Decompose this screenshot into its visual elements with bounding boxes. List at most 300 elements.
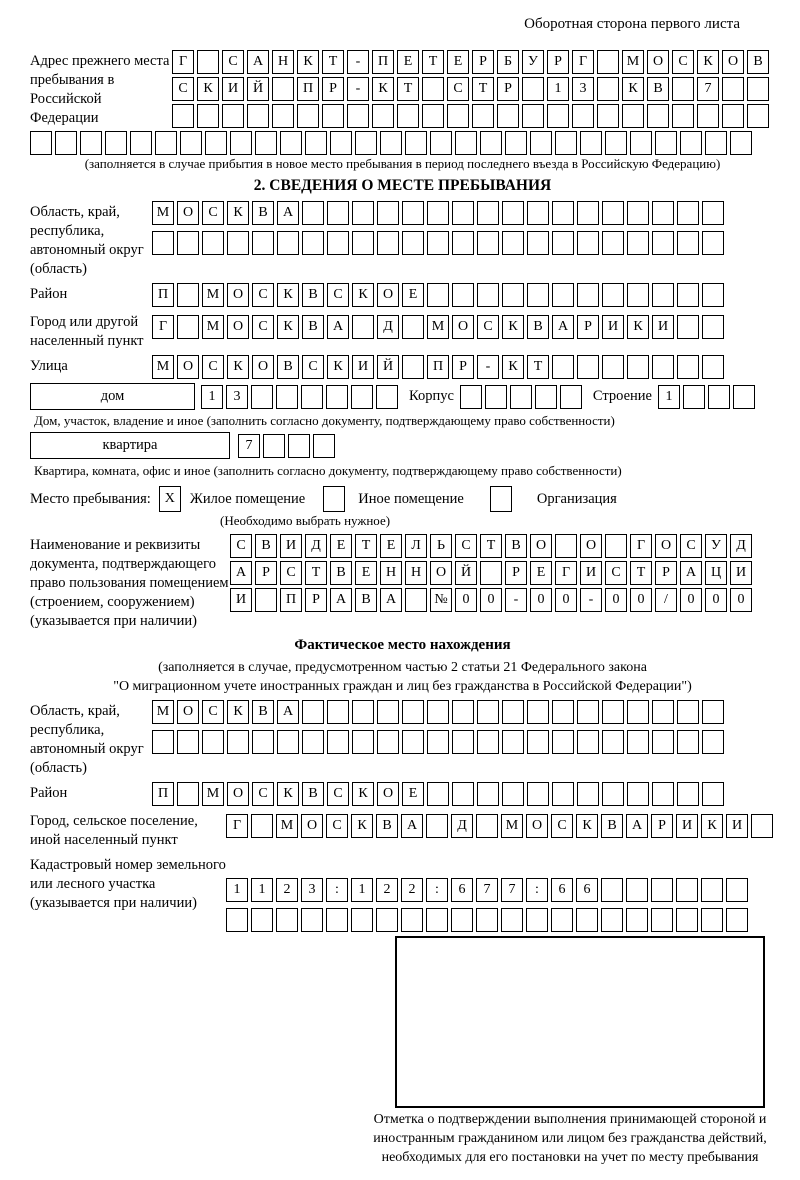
char-box[interactable] — [351, 908, 373, 932]
char-box[interactable]: 1 — [547, 77, 569, 101]
char-box[interactable] — [552, 231, 574, 255]
char-box[interactable] — [477, 730, 499, 754]
char-box[interactable] — [272, 104, 294, 128]
char-box[interactable] — [452, 283, 474, 307]
char-box[interactable]: Ь — [430, 534, 452, 558]
char-box[interactable] — [555, 131, 577, 155]
char-box[interactable]: С — [252, 782, 274, 806]
char-box[interactable] — [722, 77, 744, 101]
char-box[interactable]: 6 — [551, 878, 573, 902]
char-box[interactable]: Е — [402, 782, 424, 806]
char-box[interactable] — [677, 700, 699, 724]
char-box[interactable] — [402, 355, 424, 379]
char-box[interactable] — [255, 131, 277, 155]
char-box[interactable] — [726, 908, 748, 932]
char-box[interactable] — [277, 231, 299, 255]
char-box[interactable] — [301, 908, 323, 932]
char-box[interactable]: Д — [305, 534, 327, 558]
char-box[interactable] — [577, 355, 599, 379]
char-box[interactable] — [326, 908, 348, 932]
char-box[interactable] — [302, 730, 324, 754]
char-box[interactable]: Й — [377, 355, 399, 379]
char-box[interactable] — [577, 782, 599, 806]
char-box[interactable] — [477, 231, 499, 255]
char-box[interactable] — [205, 131, 227, 155]
char-box[interactable] — [352, 315, 374, 339]
char-box[interactable] — [552, 355, 574, 379]
char-box[interactable]: К — [277, 782, 299, 806]
char-box[interactable] — [202, 231, 224, 255]
char-box[interactable] — [427, 231, 449, 255]
char-box[interactable] — [402, 700, 424, 724]
char-box[interactable]: 0 — [680, 588, 702, 612]
char-box[interactable] — [677, 315, 699, 339]
char-box[interactable] — [527, 283, 549, 307]
char-box[interactable] — [197, 104, 219, 128]
char-box[interactable]: - — [347, 50, 369, 74]
char-box[interactable]: И — [230, 588, 252, 612]
char-box[interactable] — [677, 355, 699, 379]
char-box[interactable]: Б — [497, 50, 519, 74]
char-box[interactable] — [652, 231, 674, 255]
house-type-box[interactable]: дом — [30, 383, 195, 410]
char-box[interactable]: Т — [355, 534, 377, 558]
char-box[interactable]: М — [276, 814, 298, 838]
char-box[interactable]: 2 — [376, 878, 398, 902]
char-box[interactable]: Р — [651, 814, 673, 838]
char-box[interactable] — [427, 700, 449, 724]
char-box[interactable]: Р — [505, 561, 527, 585]
char-box[interactable] — [627, 730, 649, 754]
char-box[interactable]: К — [352, 782, 374, 806]
char-box[interactable] — [452, 201, 474, 225]
char-box[interactable]: С — [605, 561, 627, 585]
char-box[interactable]: Г — [226, 814, 248, 838]
char-box[interactable]: П — [427, 355, 449, 379]
char-box[interactable]: О — [430, 561, 452, 585]
char-box[interactable]: Т — [630, 561, 652, 585]
char-box[interactable] — [751, 814, 773, 838]
char-box[interactable] — [177, 730, 199, 754]
char-box[interactable]: В — [527, 315, 549, 339]
char-box[interactable]: Р — [305, 588, 327, 612]
char-box[interactable] — [252, 231, 274, 255]
char-box[interactable] — [276, 385, 298, 409]
char-box[interactable]: И — [222, 77, 244, 101]
char-box[interactable] — [652, 201, 674, 225]
char-box[interactable]: : — [426, 878, 448, 902]
char-box[interactable] — [152, 231, 174, 255]
char-box[interactable] — [701, 908, 723, 932]
char-box[interactable] — [527, 782, 549, 806]
char-box[interactable] — [622, 104, 644, 128]
char-box[interactable]: С — [477, 315, 499, 339]
char-box[interactable]: № — [430, 588, 452, 612]
char-box[interactable] — [652, 782, 674, 806]
char-box[interactable] — [252, 730, 274, 754]
char-box[interactable] — [355, 131, 377, 155]
char-box[interactable] — [630, 131, 652, 155]
char-box[interactable] — [652, 355, 674, 379]
char-box[interactable]: А — [327, 315, 349, 339]
char-box[interactable] — [177, 283, 199, 307]
char-box[interactable] — [177, 315, 199, 339]
char-box[interactable]: С — [302, 355, 324, 379]
char-box[interactable]: 0 — [555, 588, 577, 612]
char-box[interactable] — [405, 588, 427, 612]
char-box[interactable] — [227, 730, 249, 754]
char-box[interactable] — [402, 231, 424, 255]
char-box[interactable]: 1 — [351, 878, 373, 902]
char-box[interactable] — [305, 131, 327, 155]
char-box[interactable] — [227, 231, 249, 255]
char-box[interactable]: Р — [497, 77, 519, 101]
char-box[interactable] — [502, 283, 524, 307]
char-box[interactable] — [676, 878, 698, 902]
char-box[interactable]: Г — [630, 534, 652, 558]
char-box[interactable]: В — [330, 561, 352, 585]
char-box[interactable] — [380, 131, 402, 155]
char-box[interactable] — [677, 782, 699, 806]
char-box[interactable] — [402, 201, 424, 225]
char-box[interactable]: П — [152, 283, 174, 307]
char-box[interactable] — [502, 730, 524, 754]
char-box[interactable]: С — [202, 700, 224, 724]
char-box[interactable]: С — [222, 50, 244, 74]
char-box[interactable] — [372, 104, 394, 128]
char-box[interactable] — [626, 878, 648, 902]
char-box[interactable] — [708, 385, 730, 409]
char-box[interactable] — [552, 730, 574, 754]
char-box[interactable]: Р — [547, 50, 569, 74]
char-box[interactable] — [672, 77, 694, 101]
char-box[interactable]: М — [152, 201, 174, 225]
char-box[interactable] — [602, 782, 624, 806]
char-box[interactable]: В — [255, 534, 277, 558]
char-box[interactable] — [552, 283, 574, 307]
char-box[interactable]: 0 — [480, 588, 502, 612]
char-box[interactable]: В — [505, 534, 527, 558]
char-box[interactable] — [602, 201, 624, 225]
char-box[interactable]: В — [252, 700, 274, 724]
char-box[interactable] — [427, 730, 449, 754]
char-box[interactable]: С — [327, 283, 349, 307]
char-box[interactable] — [172, 104, 194, 128]
char-box[interactable] — [422, 104, 444, 128]
char-box[interactable] — [576, 908, 598, 932]
char-box[interactable]: - — [505, 588, 527, 612]
char-box[interactable]: 0 — [630, 588, 652, 612]
char-box[interactable]: 3 — [226, 385, 248, 409]
char-box[interactable] — [733, 385, 755, 409]
char-box[interactable] — [397, 104, 419, 128]
char-box[interactable] — [451, 908, 473, 932]
char-box[interactable]: О — [722, 50, 744, 74]
char-box[interactable] — [502, 782, 524, 806]
char-box[interactable] — [460, 385, 482, 409]
char-box[interactable]: О — [177, 201, 199, 225]
char-box[interactable] — [705, 131, 727, 155]
char-box[interactable]: У — [522, 50, 544, 74]
char-box[interactable] — [572, 104, 594, 128]
char-box[interactable] — [602, 700, 624, 724]
char-box[interactable]: 6 — [451, 878, 473, 902]
char-box[interactable]: И — [726, 814, 748, 838]
char-box[interactable]: А — [552, 315, 574, 339]
char-box[interactable]: А — [277, 201, 299, 225]
char-box[interactable] — [535, 385, 557, 409]
char-box[interactable] — [677, 201, 699, 225]
char-box[interactable]: К — [197, 77, 219, 101]
char-box[interactable] — [130, 131, 152, 155]
char-box[interactable] — [526, 908, 548, 932]
char-box[interactable] — [530, 131, 552, 155]
char-box[interactable] — [401, 908, 423, 932]
char-box[interactable] — [597, 104, 619, 128]
char-box[interactable]: - — [477, 355, 499, 379]
char-box[interactable]: К — [227, 355, 249, 379]
char-box[interactable] — [197, 50, 219, 74]
char-box[interactable] — [677, 231, 699, 255]
char-box[interactable] — [577, 730, 599, 754]
char-box[interactable] — [427, 283, 449, 307]
char-box[interactable] — [551, 908, 573, 932]
char-box[interactable]: : — [326, 878, 348, 902]
char-box[interactable] — [580, 131, 602, 155]
char-box[interactable] — [452, 782, 474, 806]
char-box[interactable] — [476, 908, 498, 932]
char-box[interactable] — [577, 283, 599, 307]
char-box[interactable]: М — [202, 782, 224, 806]
char-box[interactable]: О — [580, 534, 602, 558]
char-box[interactable]: 7 — [238, 434, 260, 458]
char-box[interactable]: 3 — [572, 77, 594, 101]
char-box[interactable] — [251, 814, 273, 838]
char-box[interactable]: Н — [405, 561, 427, 585]
char-box[interactable]: А — [626, 814, 648, 838]
char-box[interactable]: К — [277, 283, 299, 307]
char-box[interactable] — [405, 131, 427, 155]
char-box[interactable]: С — [551, 814, 573, 838]
char-box[interactable] — [155, 131, 177, 155]
char-box[interactable] — [477, 283, 499, 307]
char-box[interactable] — [352, 700, 374, 724]
char-box[interactable]: И — [602, 315, 624, 339]
char-box[interactable]: А — [401, 814, 423, 838]
char-box[interactable]: А — [230, 561, 252, 585]
char-box[interactable] — [322, 104, 344, 128]
char-box[interactable]: 2 — [401, 878, 423, 902]
char-box[interactable]: А — [277, 700, 299, 724]
char-box[interactable]: 1 — [226, 878, 248, 902]
char-box[interactable] — [55, 131, 77, 155]
char-box[interactable] — [627, 283, 649, 307]
char-box[interactable] — [527, 730, 549, 754]
char-box[interactable] — [522, 77, 544, 101]
char-box[interactable]: П — [372, 50, 394, 74]
char-box[interactable] — [377, 231, 399, 255]
char-box[interactable] — [226, 908, 248, 932]
char-box[interactable]: К — [227, 201, 249, 225]
char-box[interactable] — [377, 201, 399, 225]
char-box[interactable] — [702, 283, 724, 307]
char-box[interactable] — [702, 730, 724, 754]
char-box[interactable] — [552, 782, 574, 806]
char-box[interactable] — [477, 700, 499, 724]
char-box[interactable] — [480, 131, 502, 155]
char-box[interactable] — [352, 730, 374, 754]
char-box[interactable] — [177, 231, 199, 255]
char-box[interactable] — [602, 231, 624, 255]
char-box[interactable]: П — [152, 782, 174, 806]
char-box[interactable]: М — [202, 283, 224, 307]
char-box[interactable] — [652, 700, 674, 724]
char-box[interactable] — [502, 201, 524, 225]
char-box[interactable] — [652, 730, 674, 754]
char-box[interactable]: - — [347, 77, 369, 101]
char-box[interactable] — [330, 131, 352, 155]
char-box[interactable] — [477, 782, 499, 806]
char-box[interactable]: С — [447, 77, 469, 101]
char-box[interactable]: И — [280, 534, 302, 558]
char-box[interactable] — [552, 700, 574, 724]
char-box[interactable]: Р — [655, 561, 677, 585]
char-box[interactable] — [427, 201, 449, 225]
char-box[interactable]: А — [330, 588, 352, 612]
char-box[interactable] — [452, 700, 474, 724]
char-box[interactable]: Л — [405, 534, 427, 558]
char-box[interactable] — [472, 104, 494, 128]
checkbox-living[interactable]: X — [159, 486, 181, 512]
char-box[interactable] — [452, 730, 474, 754]
char-box[interactable]: С — [280, 561, 302, 585]
char-box[interactable]: К — [622, 77, 644, 101]
char-box[interactable]: Р — [322, 77, 344, 101]
char-box[interactable] — [352, 201, 374, 225]
char-box[interactable] — [577, 201, 599, 225]
char-box[interactable] — [301, 385, 323, 409]
char-box[interactable]: С — [202, 201, 224, 225]
char-box[interactable] — [560, 385, 582, 409]
char-box[interactable]: Н — [380, 561, 402, 585]
char-box[interactable]: О — [227, 782, 249, 806]
char-box[interactable]: С — [252, 283, 274, 307]
char-box[interactable] — [452, 231, 474, 255]
char-box[interactable] — [272, 77, 294, 101]
char-box[interactable]: Р — [255, 561, 277, 585]
char-box[interactable]: Е — [397, 50, 419, 74]
char-box[interactable]: Т — [422, 50, 444, 74]
char-box[interactable]: Р — [577, 315, 599, 339]
char-box[interactable]: В — [601, 814, 623, 838]
char-box[interactable] — [602, 355, 624, 379]
char-box[interactable] — [527, 201, 549, 225]
char-box[interactable]: В — [355, 588, 377, 612]
char-box[interactable] — [426, 814, 448, 838]
char-box[interactable] — [502, 231, 524, 255]
char-box[interactable]: О — [227, 315, 249, 339]
char-box[interactable] — [602, 283, 624, 307]
char-box[interactable] — [601, 908, 623, 932]
char-box[interactable]: Й — [455, 561, 477, 585]
char-box[interactable] — [577, 231, 599, 255]
char-box[interactable] — [222, 104, 244, 128]
char-box[interactable] — [527, 700, 549, 724]
char-box[interactable] — [547, 104, 569, 128]
char-box[interactable] — [722, 104, 744, 128]
char-box[interactable]: 6 — [576, 878, 598, 902]
char-box[interactable] — [555, 534, 577, 558]
char-box[interactable] — [255, 588, 277, 612]
char-box[interactable]: М — [427, 315, 449, 339]
char-box[interactable] — [701, 878, 723, 902]
char-box[interactable]: И — [730, 561, 752, 585]
char-box[interactable] — [601, 878, 623, 902]
char-box[interactable] — [652, 283, 674, 307]
char-box[interactable] — [702, 231, 724, 255]
char-box[interactable] — [480, 561, 502, 585]
char-box[interactable]: К — [576, 814, 598, 838]
char-box[interactable]: К — [351, 814, 373, 838]
char-box[interactable]: М — [152, 700, 174, 724]
char-box[interactable] — [347, 104, 369, 128]
char-box[interactable]: И — [580, 561, 602, 585]
char-box[interactable] — [251, 385, 273, 409]
char-box[interactable] — [605, 534, 627, 558]
char-box[interactable]: 2 — [276, 878, 298, 902]
char-box[interactable]: П — [280, 588, 302, 612]
char-box[interactable] — [105, 131, 127, 155]
char-box[interactable]: С — [172, 77, 194, 101]
char-box[interactable]: С — [252, 315, 274, 339]
char-box[interactable]: С — [680, 534, 702, 558]
char-box[interactable]: К — [502, 355, 524, 379]
char-box[interactable] — [180, 131, 202, 155]
char-box[interactable] — [327, 730, 349, 754]
char-box[interactable]: К — [277, 315, 299, 339]
char-box[interactable] — [327, 700, 349, 724]
char-box[interactable]: Н — [272, 50, 294, 74]
char-box[interactable]: К — [352, 283, 374, 307]
char-box[interactable] — [702, 315, 724, 339]
char-box[interactable] — [627, 355, 649, 379]
char-box[interactable] — [327, 201, 349, 225]
char-box[interactable]: Т — [472, 77, 494, 101]
char-box[interactable] — [683, 385, 705, 409]
char-box[interactable]: К — [372, 77, 394, 101]
char-box[interactable] — [676, 908, 698, 932]
char-box[interactable]: В — [277, 355, 299, 379]
char-box[interactable]: Р — [452, 355, 474, 379]
char-box[interactable] — [577, 700, 599, 724]
char-box[interactable] — [447, 104, 469, 128]
char-box[interactable]: Д — [730, 534, 752, 558]
char-box[interactable]: С — [327, 782, 349, 806]
char-box[interactable] — [502, 700, 524, 724]
char-box[interactable]: В — [376, 814, 398, 838]
char-box[interactable]: О — [647, 50, 669, 74]
char-box[interactable] — [302, 201, 324, 225]
char-box[interactable] — [280, 131, 302, 155]
char-box[interactable] — [477, 201, 499, 225]
char-box[interactable]: М — [501, 814, 523, 838]
char-box[interactable] — [647, 104, 669, 128]
char-box[interactable] — [677, 730, 699, 754]
char-box[interactable] — [351, 385, 373, 409]
char-box[interactable] — [251, 908, 273, 932]
char-box[interactable] — [302, 700, 324, 724]
char-box[interactable]: П — [297, 77, 319, 101]
